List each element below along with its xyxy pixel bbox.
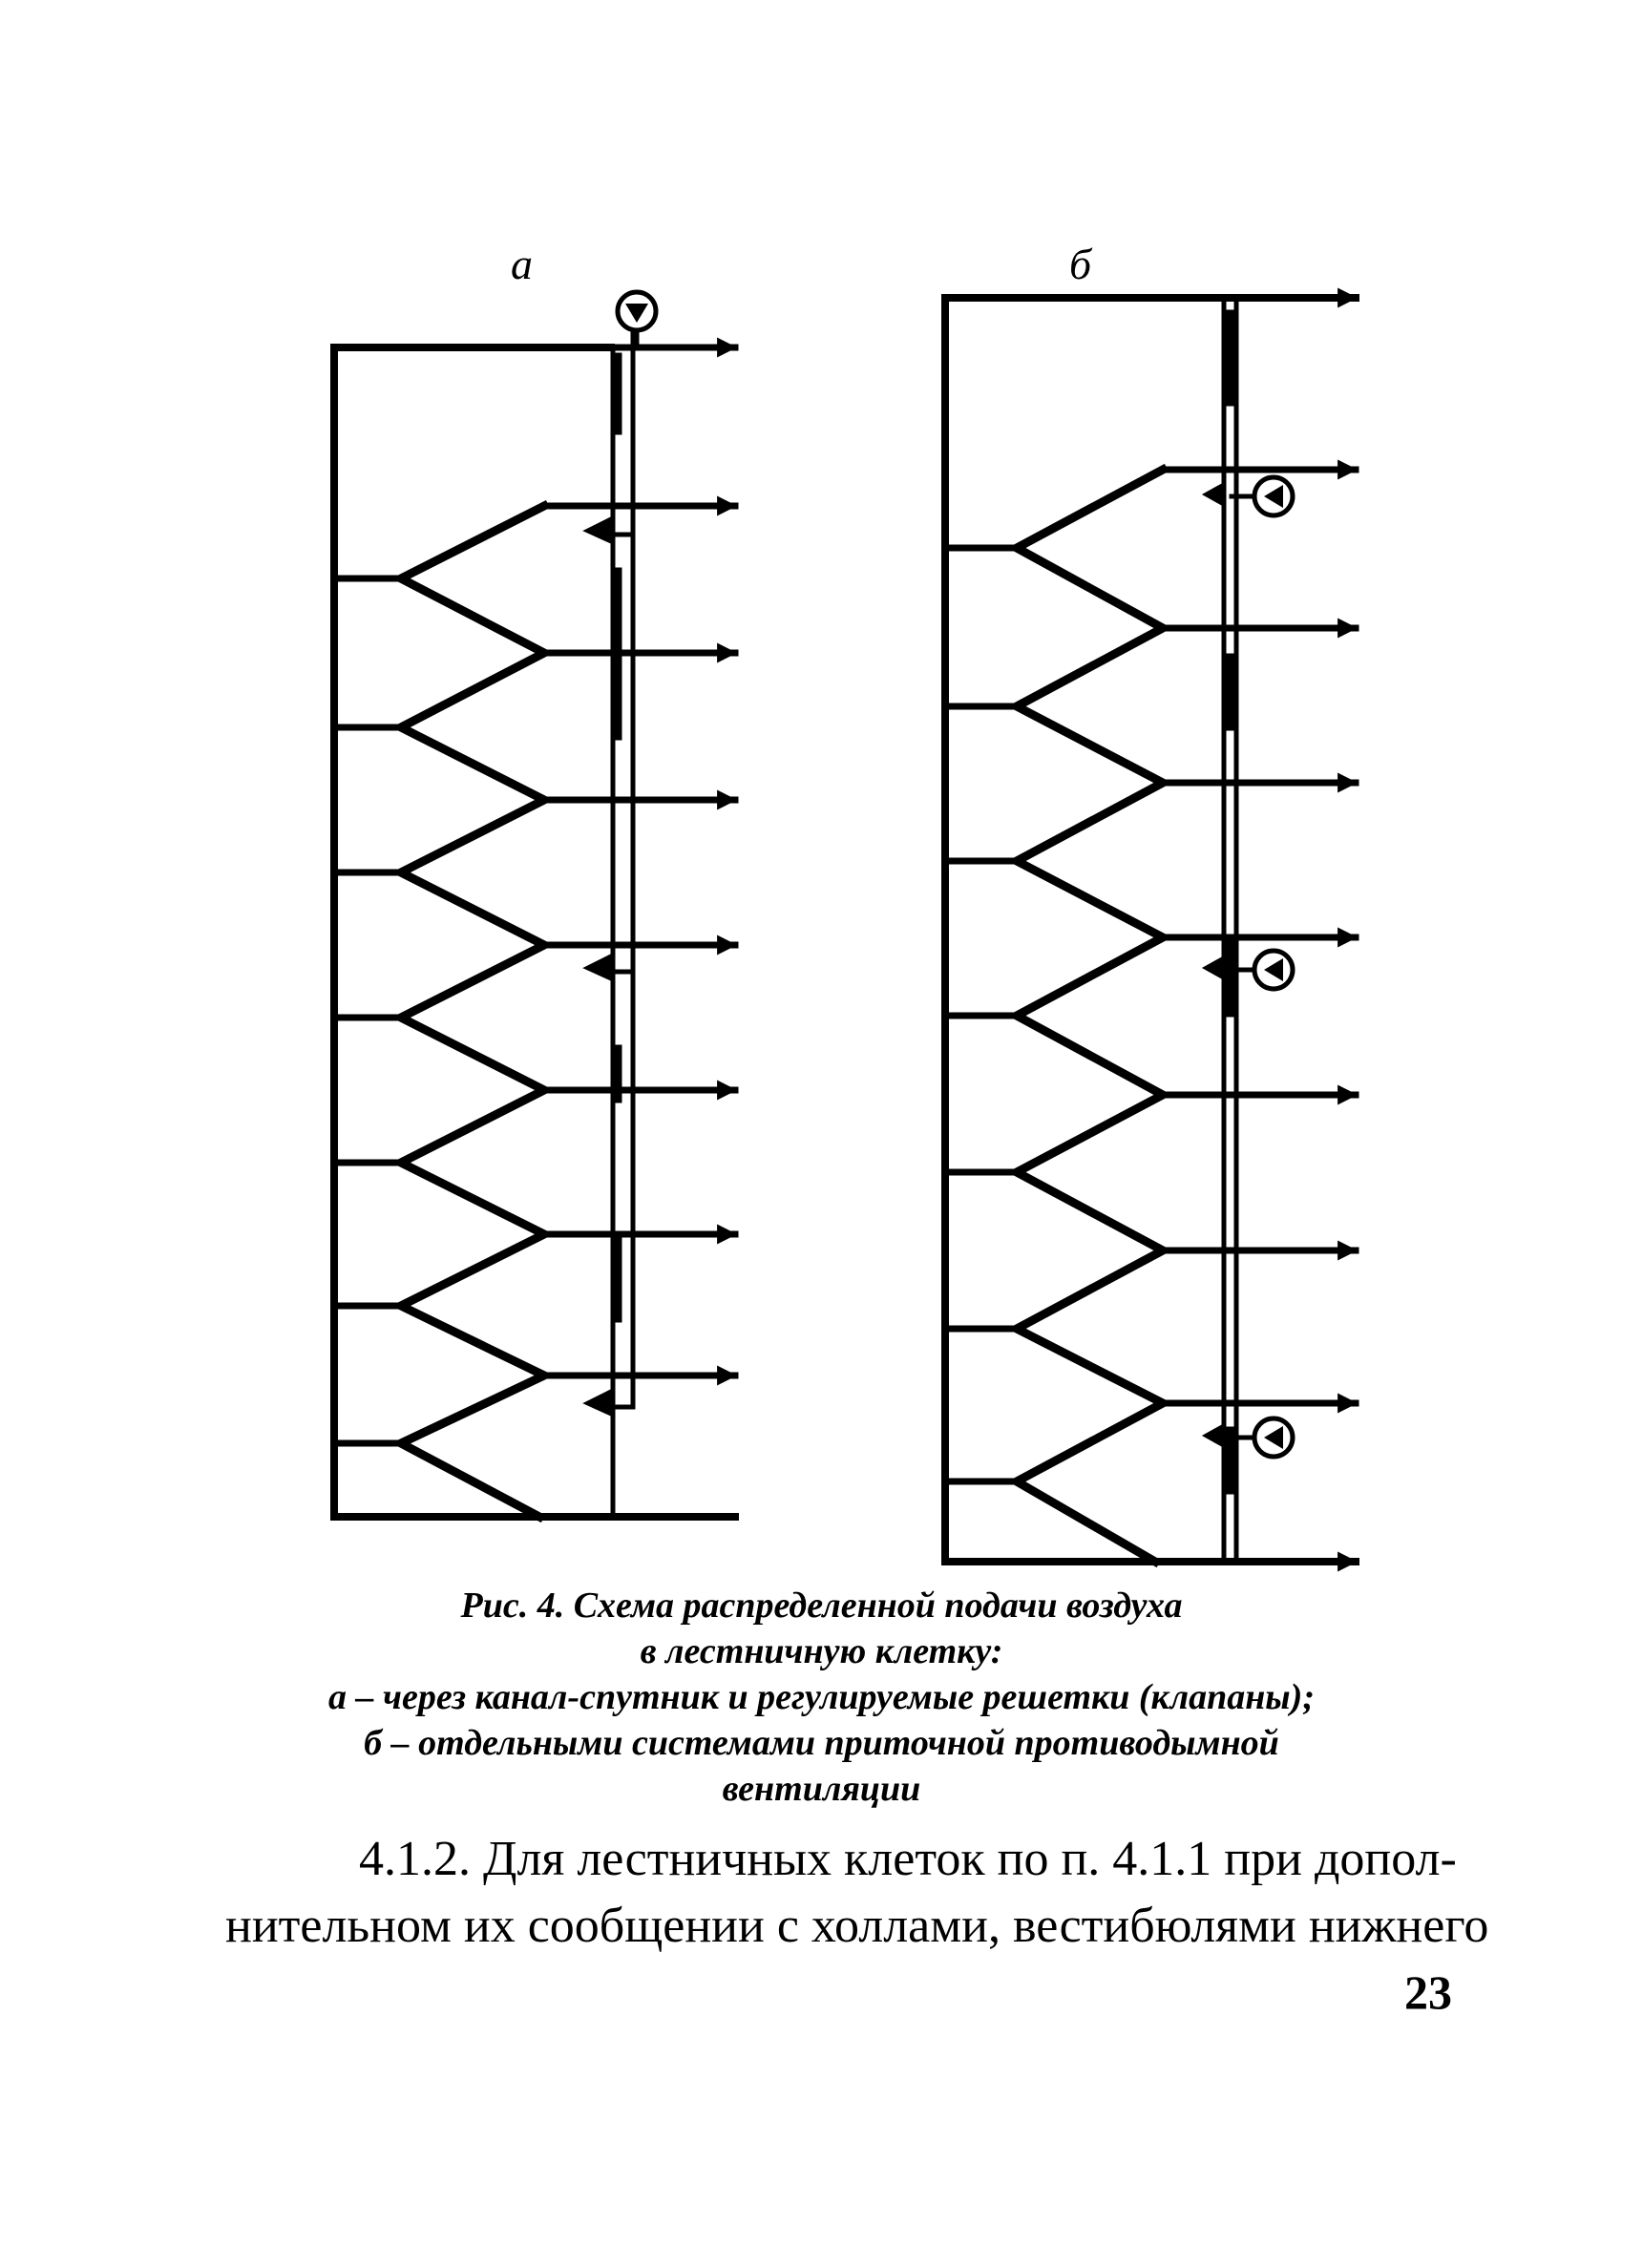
figure-label-a: а xyxy=(511,240,533,288)
diagram-a-stairs xyxy=(401,506,544,1517)
paragraph-4-1-2 xyxy=(225,1826,1489,1960)
diagram-a xyxy=(334,292,735,1517)
diagram-a-wall xyxy=(334,347,735,1517)
caption-line: Рис. 4. Схема распределенной подачи воздуха xyxy=(460,1586,1183,1626)
caption-line: б – отдельными системами приточной противодымной xyxy=(364,1723,1279,1763)
paragraph-line: нительном их сообщении с холлами, вестибюлями нижнего xyxy=(225,1899,1489,1953)
caption-line: а – через канал-спутник и регулируемые решетки (клапаны); xyxy=(328,1677,1315,1717)
diagram-b-landings xyxy=(945,548,1017,1481)
page-number: 23 xyxy=(1404,1965,1452,2019)
caption-line: вентиляции xyxy=(722,1769,921,1809)
diagram-a-fan-icon xyxy=(618,292,656,347)
diagram-a-duct xyxy=(613,334,633,1517)
figure-caption xyxy=(0,1583,1643,1812)
diagram-a-landings xyxy=(334,578,401,1443)
diagram-b xyxy=(945,298,1356,1562)
diagram-b-fan-icons xyxy=(1207,477,1293,1457)
figure-label-b: б xyxy=(1069,240,1092,288)
diagram-a-floors xyxy=(544,506,735,1376)
diagram-b-stairs xyxy=(1017,470,1163,1562)
diagram-b-floors xyxy=(1163,470,1356,1403)
caption-line: в лестничную клетку: xyxy=(640,1631,1003,1671)
paragraph-line: 4.1.2. Для лестничных клеток по п. 4.1.1 при допол- xyxy=(359,1832,1457,1886)
